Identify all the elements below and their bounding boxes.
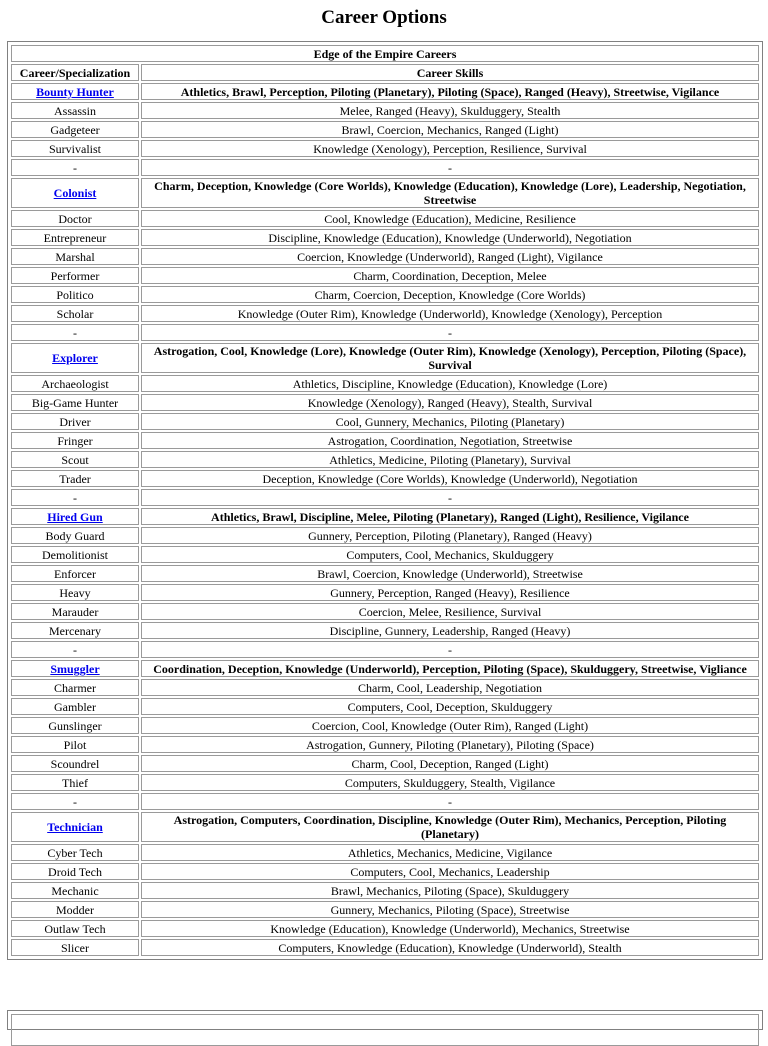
specialization-row bbox=[11, 901, 759, 918]
caption-row bbox=[11, 45, 759, 62]
separator-cell: - bbox=[141, 489, 759, 506]
specialization-name-cell: Politico bbox=[11, 286, 139, 303]
specialization-row bbox=[11, 584, 759, 601]
specialization-row bbox=[11, 920, 759, 937]
specialization-skills-cell: Athletics, Discipline, Knowledge (Education), Knowledge (Lore) bbox=[141, 375, 759, 392]
specialization-skills-cell: Computers, Skulduggery, Stealth, Vigilance bbox=[141, 774, 759, 791]
next-table-frame bbox=[7, 1010, 763, 1030]
specialization-name-cell: Big-Game Hunter bbox=[11, 394, 139, 411]
career-link[interactable]: Explorer bbox=[52, 351, 98, 365]
specialization-skills-cell: Knowledge (Outer Rim), Knowledge (Underworld), Knowledge (Xenology), Perception bbox=[141, 305, 759, 322]
career-skills-cell: Astrogation, Cool, Knowledge (Lore), Knowledge (Outer Rim), Knowledge (Xenology), Perception, Piloting (Space), Survival bbox=[141, 343, 759, 373]
specialization-row bbox=[11, 717, 759, 734]
specialization-skills-cell: Athletics, Mechanics, Medicine, Vigilance bbox=[141, 844, 759, 861]
specialization-name-cell: Body Guard bbox=[11, 527, 139, 544]
specialization-name-cell: Droid Tech bbox=[11, 863, 139, 880]
specialization-row bbox=[11, 844, 759, 861]
career-name-cell bbox=[11, 508, 139, 525]
separator-cell: - bbox=[11, 793, 139, 810]
specialization-skills-cell: Charm, Cool, Deception, Ranged (Light) bbox=[141, 755, 759, 772]
specialization-skills-cell: Charm, Cool, Leadership, Negotiation bbox=[141, 679, 759, 696]
specialization-skills-cell: Cool, Gunnery, Mechanics, Piloting (Planetary) bbox=[141, 413, 759, 430]
header-row bbox=[11, 64, 759, 81]
specialization-name-cell: Gunslinger bbox=[11, 717, 139, 734]
specialization-row bbox=[11, 121, 759, 138]
specialization-name-cell: Survivalist bbox=[11, 140, 139, 157]
specialization-skills-cell: Charm, Coercion, Deception, Knowledge (Core Worlds) bbox=[141, 286, 759, 303]
specialization-row bbox=[11, 603, 759, 620]
next-table-cell bbox=[11, 1014, 759, 1046]
specialization-skills-cell: Computers, Knowledge (Education), Knowledge (Underworld), Stealth bbox=[141, 939, 759, 956]
specialization-name-cell: Entrepreneur bbox=[11, 229, 139, 246]
specialization-name-cell: Fringer bbox=[11, 432, 139, 449]
specialization-name-cell: Scoundrel bbox=[11, 755, 139, 772]
specialization-row bbox=[11, 698, 759, 715]
career-link[interactable]: Colonist bbox=[53, 186, 97, 200]
specialization-name-cell: Enforcer bbox=[11, 565, 139, 582]
specialization-name-cell: Charmer bbox=[11, 679, 139, 696]
specialization-name-cell: Thief bbox=[11, 774, 139, 791]
specialization-row bbox=[11, 622, 759, 639]
specialization-row bbox=[11, 432, 759, 449]
specialization-skills-cell: Computers, Cool, Mechanics, Leadership bbox=[141, 863, 759, 880]
specialization-row bbox=[11, 375, 759, 392]
specialization-skills-cell: Knowledge (Xenology), Ranged (Heavy), Stealth, Survival bbox=[141, 394, 759, 411]
specialization-name-cell: Modder bbox=[11, 901, 139, 918]
separator-row bbox=[11, 641, 759, 658]
specialization-row bbox=[11, 679, 759, 696]
career-skills-cell: Athletics, Brawl, Discipline, Melee, Piloting (Planetary), Ranged (Light), Resilience, Vigilance bbox=[141, 508, 759, 525]
career-link[interactable]: Hired Gun bbox=[47, 509, 103, 524]
specialization-name-cell: Assassin bbox=[11, 102, 139, 119]
career-row bbox=[11, 812, 759, 842]
specialization-skills-cell: Deception, Knowledge (Core Worlds), Knowledge (Underworld), Negotiation bbox=[141, 470, 759, 487]
specialization-row bbox=[11, 394, 759, 411]
specialization-name-cell: Scout bbox=[11, 451, 139, 468]
separator-cell: - bbox=[141, 324, 759, 341]
careers-table bbox=[9, 43, 761, 958]
career-name-cell bbox=[11, 343, 139, 373]
specialization-row bbox=[11, 546, 759, 563]
separator-cell: - bbox=[141, 793, 759, 810]
specialization-skills-cell: Discipline, Gunnery, Leadership, Ranged (Heavy) bbox=[141, 622, 759, 639]
specialization-name-cell: Heavy bbox=[11, 584, 139, 601]
specialization-name-cell: Gadgeteer bbox=[11, 121, 139, 138]
specialization-name-cell: Trader bbox=[11, 470, 139, 487]
specialization-skills-cell: Brawl, Coercion, Mechanics, Ranged (Light) bbox=[141, 121, 759, 138]
separator-cell: - bbox=[11, 324, 139, 341]
specialization-name-cell: Outlaw Tech bbox=[11, 920, 139, 937]
career-name-cell bbox=[11, 83, 139, 100]
specialization-name-cell: Mechanic bbox=[11, 882, 139, 899]
specialization-skills-cell: Discipline, Knowledge (Education), Knowledge (Underworld), Negotiation bbox=[141, 229, 759, 246]
career-row bbox=[11, 508, 759, 525]
separator-cell: - bbox=[141, 641, 759, 658]
specialization-skills-cell: Brawl, Mechanics, Piloting (Space), Skulduggery bbox=[141, 882, 759, 899]
column-header-skills: Career Skills bbox=[141, 64, 759, 81]
specialization-row bbox=[11, 882, 759, 899]
specialization-name-cell: Doctor bbox=[11, 210, 139, 227]
career-link[interactable]: Bounty Hunter bbox=[36, 84, 114, 99]
specialization-row bbox=[11, 527, 759, 544]
specialization-skills-cell: Knowledge (Education), Knowledge (Underworld), Mechanics, Streetwise bbox=[141, 920, 759, 937]
specialization-name-cell: Marshal bbox=[11, 248, 139, 265]
careers-table-body bbox=[11, 83, 759, 956]
career-row bbox=[11, 660, 759, 677]
page-title: Career Options bbox=[321, 7, 447, 28]
career-skills-cell: Athletics, Brawl, Perception, Piloting (Planetary), Piloting (Space), Ranged (Heavy), Streetwise, Vigilance bbox=[141, 83, 759, 100]
specialization-skills-cell: Coercion, Cool, Knowledge (Outer Rim), Ranged (Light) bbox=[141, 717, 759, 734]
career-name-cell bbox=[11, 660, 139, 677]
specialization-row bbox=[11, 267, 759, 284]
separator-row bbox=[11, 159, 759, 176]
specialization-row bbox=[11, 451, 759, 468]
separator-cell: - bbox=[141, 159, 759, 176]
specialization-name-cell: Scholar bbox=[11, 305, 139, 322]
separator-cell: - bbox=[11, 159, 139, 176]
column-header-career: Career/Specialization bbox=[11, 64, 139, 81]
separator-row bbox=[11, 324, 759, 341]
specialization-skills-cell: Gunnery, Perception, Piloting (Planetary), Ranged (Heavy) bbox=[141, 527, 759, 544]
separator-cell: - bbox=[11, 641, 139, 658]
specialization-name-cell: Slicer bbox=[11, 939, 139, 956]
specialization-row bbox=[11, 305, 759, 322]
careers-table-frame bbox=[7, 41, 763, 960]
career-row bbox=[11, 178, 759, 208]
separator-cell: - bbox=[11, 489, 139, 506]
specialization-row bbox=[11, 210, 759, 227]
career-name-cell bbox=[11, 812, 139, 842]
specialization-name-cell: Performer bbox=[11, 267, 139, 284]
specialization-row bbox=[11, 248, 759, 265]
separator-row bbox=[11, 793, 759, 810]
specialization-skills-cell: Astrogation, Gunnery, Piloting (Planetary), Piloting (Space) bbox=[141, 736, 759, 753]
specialization-row bbox=[11, 140, 759, 157]
specialization-skills-cell: Coercion, Knowledge (Underworld), Ranged (Light), Vigilance bbox=[141, 248, 759, 265]
table-caption: Edge of the Empire Careers bbox=[11, 45, 759, 62]
specialization-skills-cell: Knowledge (Xenology), Perception, Resilience, Survival bbox=[141, 140, 759, 157]
specialization-skills-cell: Computers, Cool, Mechanics, Skulduggery bbox=[141, 546, 759, 563]
career-skills-cell: Charm, Deception, Knowledge (Core Worlds), Knowledge (Education), Knowledge (Lore), Leadership, Negotiation, Streetwise bbox=[141, 178, 759, 208]
specialization-skills-cell: Gunnery, Perception, Ranged (Heavy), Resilience bbox=[141, 584, 759, 601]
specialization-skills-cell: Brawl, Coercion, Knowledge (Underworld), Streetwise bbox=[141, 565, 759, 582]
specialization-skills-cell: Charm, Coordination, Deception, Melee bbox=[141, 267, 759, 284]
specialization-name-cell: Marauder bbox=[11, 603, 139, 620]
specialization-row bbox=[11, 863, 759, 880]
specialization-row bbox=[11, 102, 759, 119]
specialization-name-cell: Demolitionist bbox=[11, 546, 139, 563]
specialization-name-cell: Cyber Tech bbox=[11, 844, 139, 861]
specialization-name-cell: Mercenary bbox=[11, 622, 139, 639]
specialization-name-cell: Driver bbox=[11, 413, 139, 430]
career-link[interactable]: Smuggler bbox=[50, 661, 100, 676]
specialization-row bbox=[11, 413, 759, 430]
specialization-row bbox=[11, 755, 759, 772]
career-row bbox=[11, 343, 759, 373]
career-row bbox=[11, 83, 759, 100]
specialization-row bbox=[11, 470, 759, 487]
career-link[interactable]: Technician bbox=[47, 820, 103, 834]
separator-row bbox=[11, 489, 759, 506]
specialization-name-cell: Gambler bbox=[11, 698, 139, 715]
specialization-row bbox=[11, 736, 759, 753]
specialization-skills-cell: Computers, Cool, Deception, Skulduggery bbox=[141, 698, 759, 715]
specialization-skills-cell: Astrogation, Coordination, Negotiation, Streetwise bbox=[141, 432, 759, 449]
specialization-skills-cell: Cool, Knowledge (Education), Medicine, Resilience bbox=[141, 210, 759, 227]
specialization-skills-cell: Melee, Ranged (Heavy), Skulduggery, Stealth bbox=[141, 102, 759, 119]
specialization-name-cell: Pilot bbox=[11, 736, 139, 753]
specialization-skills-cell: Gunnery, Mechanics, Piloting (Space), Streetwise bbox=[141, 901, 759, 918]
specialization-skills-cell: Coercion, Melee, Resilience, Survival bbox=[141, 603, 759, 620]
career-skills-cell: Coordination, Deception, Knowledge (Underworld), Perception, Piloting (Space), Skulduggery, Streetwise, Vigliance bbox=[141, 660, 759, 677]
specialization-row bbox=[11, 774, 759, 791]
career-name-cell bbox=[11, 178, 139, 208]
career-skills-cell: Astrogation, Computers, Coordination, Discipline, Knowledge (Outer Rim), Mechanics, Perception, Piloting (Planetary) bbox=[141, 812, 759, 842]
specialization-row bbox=[11, 565, 759, 582]
specialization-row bbox=[11, 229, 759, 246]
specialization-row bbox=[11, 286, 759, 303]
specialization-skills-cell: Athletics, Medicine, Piloting (Planetary), Survival bbox=[141, 451, 759, 468]
specialization-name-cell: Archaeologist bbox=[11, 375, 139, 392]
specialization-row bbox=[11, 939, 759, 956]
